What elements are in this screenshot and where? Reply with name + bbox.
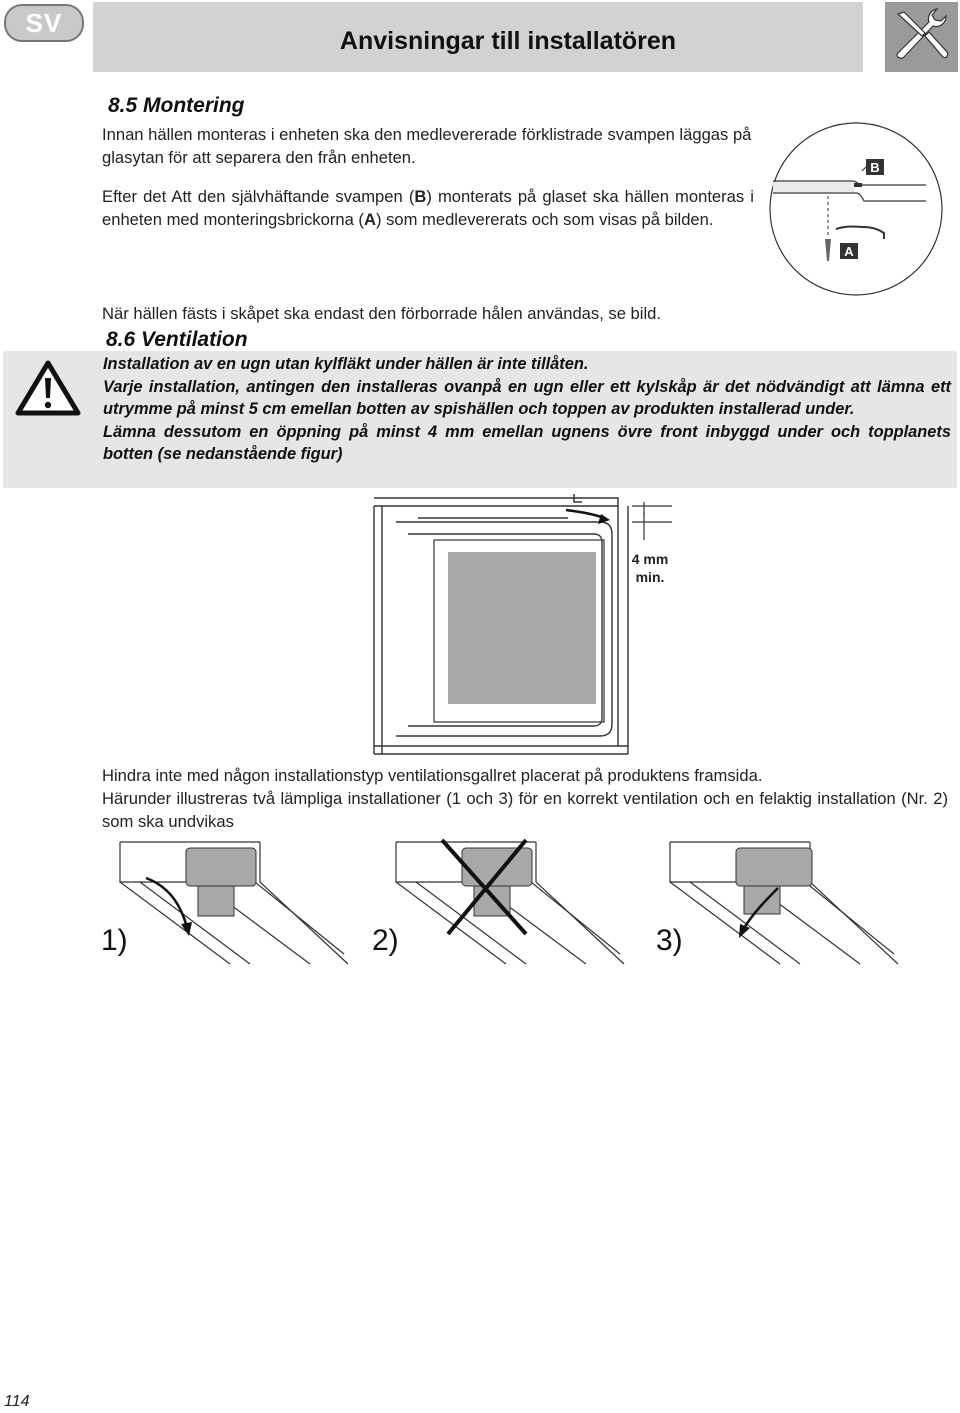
figure-label-b: B [870,160,880,175]
paragraph-ventilation-1: Hindra inte med någon installationstyp ventilationsgallret placerat på produktens framsida. [102,766,763,785]
installation-figure-3 [650,838,900,968]
paragraph-ventilation-2: Härunder illustreras två lämpliga installationer (1 och 3) för en korrekt ventilation och en felaktig installation (Nr. 2) som ska undvikas [102,789,948,831]
warning-text [103,353,951,466]
installation-figure-2 [376,838,626,968]
warning-line-2: Varje installation, antingen den installeras ovanpå en ugn eller ett kylskåp är det nödvändigt att lämna ett utrymme på minst 5 cm emellan botten av spishällen och toppen av produkten installerad under. [103,377,951,418]
installation-figure-1 [100,838,350,968]
gap-label-min: min. [635,569,665,585]
oven-gap-figure [368,492,688,762]
paragraph-montering-3: När hällen fästs i skåpet ska endast den förborrade hålen användas, se bild. [102,304,662,323]
figure-label-a: A [844,244,854,259]
warning-line-3: Lämna dessutom en öppning på minst 4 mm emellan ugnens övre front inbyggd under och topplanets botten (se nedanstående figur) [103,422,951,463]
heading-montering: 8.5 Montering [108,94,245,117]
mounting-detail-figure [768,121,944,297]
paragraph-montering-1: Innan hällen monteras i enheten ska den medlevererade förklistrade svampen läggas på glasytan för att separera den från enheten. [102,125,752,167]
installation-number-2: 2) [372,924,399,957]
paragraph-montering-2: Efter det Att den självhäftande svampen (B) monterats på glaset ska hällen monteras i enheten med monteringsbrickorna (A) som medlevererats och som visas på bilden. [102,187,754,229]
header-bar [93,2,863,72]
installation-number-1: 1) [101,924,128,957]
installation-number-3: 3) [656,924,683,957]
page-number: 114 [4,1393,30,1410]
language-badge: SV [4,4,84,42]
warning-line-1: Installation av en ugn utan kylfläkt under hällen är inte tillåten. [103,355,589,373]
gap-label [630,550,670,586]
warning-triangle-icon [15,360,81,421]
gap-label-value: 4 mm [631,551,669,567]
heading-ventilation: 8.6 Ventilation [106,328,248,351]
tools-icon [885,2,958,72]
page-title: Anvisningar till installatören [339,26,677,55]
